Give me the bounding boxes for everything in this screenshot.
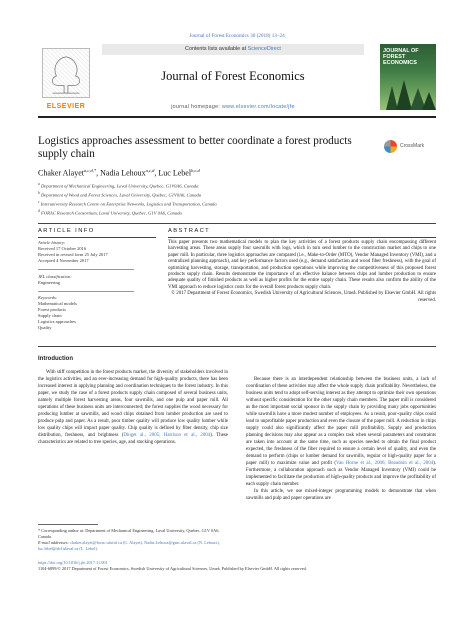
abstract-copyright: © 2017 Department of Forest Economics, Swedish University of Agricultural Sciences, Umeå. Published by Elsevier GmbH. All rights reserved. <box>171 291 436 303</box>
email-note: E-mail addresses: chaker.alayet@forac.ulaval.ca (C. Alayet), Nadia.Lehoux@gmc.ulaval.ca (N. Lehoux), luc.lebel@sbf.ulaval.ca (L. Lebel). <box>38 540 220 551</box>
footnotes <box>38 528 228 552</box>
elsevier-wordmark: ELSEVIER <box>46 103 86 110</box>
author-name[interactable]: Luc Lebel <box>158 168 192 178</box>
masthead-divider <box>38 116 436 118</box>
keyword[interactable]: Mathematical models <box>38 301 77 306</box>
introduction-heading: Introduction <box>38 356 73 362</box>
jel-classification: JEL classification: Engineering <box>38 273 72 285</box>
affiliations <box>38 181 436 218</box>
body-divider <box>38 346 436 347</box>
journal-cover-thumbnail[interactable] <box>380 44 436 110</box>
doi-link[interactable]: https://doi.org/10.1016/j.jfe.2017.11.001 <box>38 560 108 565</box>
author-affiliation-marks: a,c,d,* <box>83 168 97 173</box>
footnote-rule <box>38 524 98 525</box>
section-divider <box>38 223 436 224</box>
article-info <box>38 240 156 336</box>
body-paragraph: With stiff competition in the forest products market, the diversity of stakeholders involved in the logistics activities, and an ever-increasing demand for high-quality products, there has been increased interest in applying planning and coordination techniques to the forest industry. In this paper, we study the case of a forest products supply chain composed of several business units, namely multiple forest harvesting areas, four sawmills, and one pulp and paper mill. All operations of these business units are interconnected; the forest supplies the wood necessary for producing lumber at sawmills, and wood chips obtained from lumber production are used to produce pulp and paper. As a result, poor timber quality will produce low quality lumber while low quality chips will impact paper quality. Chip quality is defined by fiber density, chip size distribution, freshness, and brightness (Dinget al., 2005; Harrison et al., 2004). These characteristics are related to tree species, age, and stocking operations. <box>38 370 228 445</box>
crossmark-icon <box>384 140 397 153</box>
article-title: Logistics approaches assessment to better coordinate a forest products supply chain <box>38 135 352 160</box>
article-history: Article history: Received 17 October 2016 Received in revised form 25 July 2017 Accepted 4 November 2017 <box>38 240 108 263</box>
body-paragraph: Because there is an interdependent relationship between the business units, a lack of coordination of these activities may affect the whole supply chain profitability. Nevertheless, the business units tend to adopt self-serving interest as they attempt to optimize their own operations without specific consideration for the other supply chain members. The paper mill is considered as the most important social sponsor in the supply chain by providing many jobs opportunities while sawmills have a more modest number of employees. As a result, poor-quality chips could lead to unprofitable paper production and even the closure of the paper mill. A reduction in chips supply could also significantly affect the paper mill profitability. Supply and production planning decisions may also appear as a complex task when several parameters and constraints are taken into account at the same time, such as species needed to obtain the final product expected, the freshness of the fiber required to ensure a certain level of quality, and even the demand to perform (chips or lumber demand for sawmills, regular or high-quality paper for a paper mill) to maximize value and profit (Van Horne et al., 2006; Beaudoin et al., 2004). Furthermore, a collaboration approach such as Vendor Managed Inventory (VMI) could be implemented to facilitate the production of high-quality products and improve the profitability of each supply chain member. <box>246 377 436 487</box>
bottom-metadata <box>38 560 436 572</box>
keywords: Keywords: Mathematical models Forest products Supply chain Logistics approaches Quality <box>38 295 156 331</box>
cover-title: JOURNAL OF FOREST ECONOMICS <box>383 48 419 66</box>
affiliation-item: $^a$ Department of Mechanical Engineering, Laval University, Quebec, G1V0A6, Canada <box>38 182 199 189</box>
abstract-heading: ABSTRACT <box>168 228 211 234</box>
journal-homepage <box>102 104 364 110</box>
article-info-heading: ARTICLE INFO <box>38 228 95 234</box>
affiliation-item: $^b$ Department of Wood and Forest Sciences, Laval University, Quebec, G1V0A6, Canada <box>38 191 202 198</box>
elsevier-logo[interactable] <box>38 44 94 110</box>
affiliation-item: $^c$ Interuniversity Research Centre on Enterprise Networks, Logistics and Transportation, Canada <box>38 200 217 207</box>
elsevier-tree-icon <box>42 48 90 98</box>
info-divider <box>38 269 134 270</box>
corresponding-author-note: * Corresponding author at: Department of Mechanical Engineering, Laval University, Quebec, G1V 0A6, Canada. <box>38 528 220 539</box>
author-affiliation-marks: a,c,d <box>145 168 155 173</box>
email-links[interactable]: chaker.alayet@forac.ulaval.ca (C. Alayet), Nadia.Lehoux@gmc.ulaval.ca (N. Lehoux), luc.lebel@sbf.ulaval.ca (L. Lebel). <box>38 540 220 551</box>
citation-link[interactable]: Dinget al., 2005; Harrison et al., 2004 <box>123 433 211 438</box>
journal-header-box <box>102 44 364 102</box>
contents-bar <box>102 44 364 55</box>
keyword[interactable]: Forest products <box>38 307 66 312</box>
citation-link[interactable]: Van Horne et al., 2006; Beaudoin et al., 2004 <box>335 461 434 466</box>
author-affiliation-marks: b,c,d <box>191 168 200 173</box>
masthead <box>38 44 436 112</box>
cover-trees-icon <box>380 76 436 110</box>
crossmark-label: CrossMark <box>400 143 425 149</box>
article-info-rule <box>38 237 156 238</box>
issn-copyright: 1104-6899/© 2017 Department of Forest Economics, Swedish University of Agricultural Sciences, Umeå. Published by Elsevier GmbH. All rights reserved. <box>38 566 307 571</box>
journal-name: Journal of Forest Economics <box>161 69 305 83</box>
author-name[interactable]: Chaker Alayet <box>38 168 84 178</box>
keyword[interactable]: Supply chain <box>38 313 62 318</box>
abstract-body <box>168 240 436 304</box>
body-column-left <box>38 356 228 446</box>
abstract-text: This paper presents two mathematical models to plan the key activities of a forest products supply chain encompassing different harvesting areas. These areas supply four sawmills with logs, which in turn send lumber to the construction market and chips to one paper mill. In particular, three logistics approaches are compared (i.e., Make-to-Order (MTO), Vendor Managed Inventory (VMI), and a centralized planning approach), and key performance factors used (e.g., demand satisfaction and wood fiber freshness), with the goal of optimizing harvesting, storage, transportation, and production operations while improving the competitiveness of this proposed forest products supply chain. Results demonstrate the importance of an effective balance between chips and lumber production to ensure adequate quality of finished products as well as higher profits for the entire supply chain. These results also confirm the ability of the VMI approach to reduce logistics costs for the overall forest products supply chain. <box>168 240 436 290</box>
sciencedirect-link[interactable]: ScienceDirect <box>247 46 281 52</box>
abstract-rule <box>168 237 436 238</box>
homepage-prefix: journal homepage: <box>171 104 222 110</box>
body-column-right <box>246 376 436 502</box>
homepage-link[interactable]: www.elsevier.com/locate/jfe <box>221 104 295 110</box>
author-list: Chaker Alayet$^{a,c,d,*}$, Nadia Lehoux$^{a,c,d}$, Luc Lebel$^{b,c,d}$ <box>38 168 200 178</box>
author-name[interactable]: Nadia Lehoux <box>100 168 146 178</box>
contents-prefix: Contents lists available at <box>185 46 248 52</box>
keyword[interactable]: Quality <box>38 325 52 330</box>
journal-reference[interactable]: Journal of Forest Economics 30 (2018) 13–24 <box>189 33 285 39</box>
affiliation-item: $^d$ FORAC Research Consortium, Laval University, Quebec, G1V 0A6, Canada <box>38 209 182 216</box>
keyword[interactable]: Logistics approaches <box>38 319 76 324</box>
info-divider <box>38 291 134 292</box>
body-paragraph: In this article, we use mixed-integer programming models to demonstrate that when sawmills and pulp and paper operations are <box>246 489 436 501</box>
crossmark-button[interactable] <box>384 140 436 154</box>
